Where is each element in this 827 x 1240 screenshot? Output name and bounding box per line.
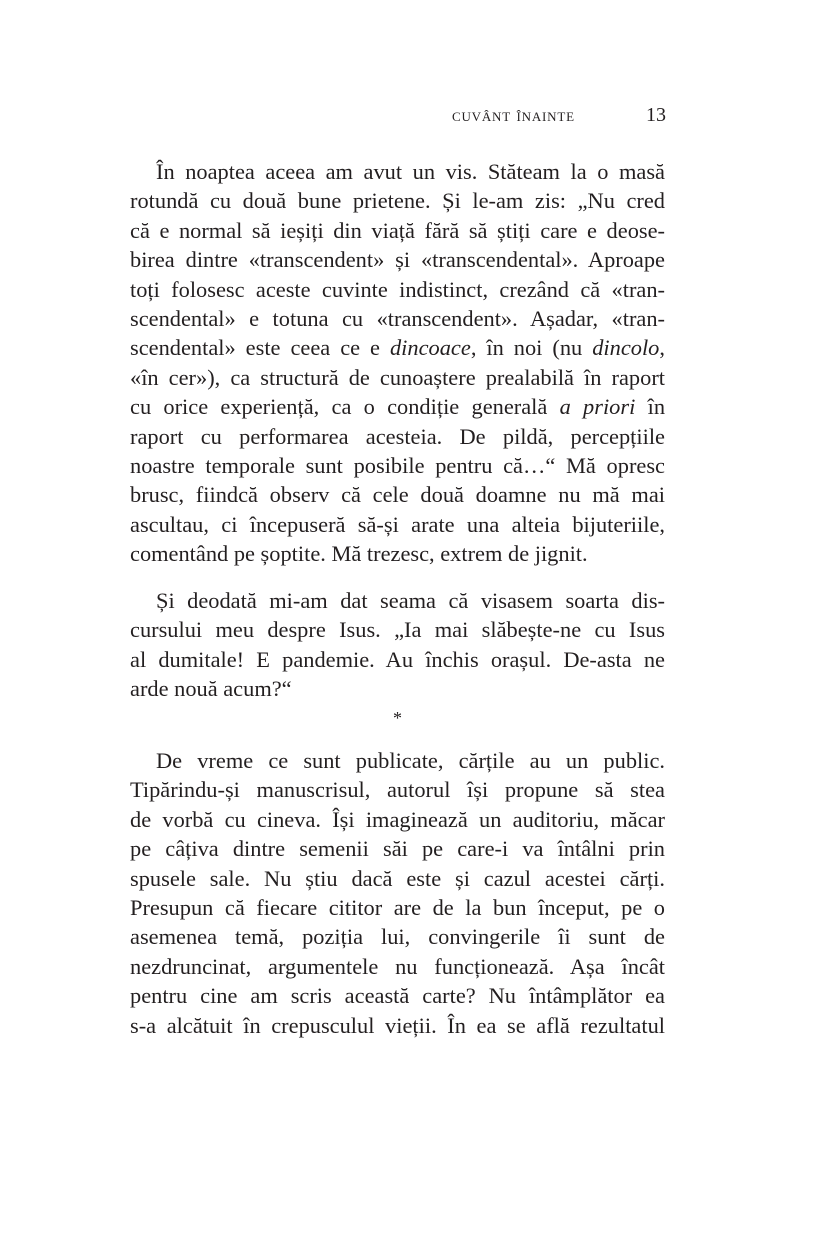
text-line: de vorbă cu cineva. Își imaginează un auditoriu, măcar <box>130 806 665 832</box>
text-line: spusele sale. Nu știu dacă este și cazul acestei cărți. <box>130 865 665 891</box>
text-line: noastre temporale sunt posibile pentru că…“ Mă opresc <box>130 452 665 478</box>
running-head <box>452 104 666 130</box>
text-line: birea dintre «transcendent» și «transcendental». Aproape <box>130 247 665 273</box>
text-run: în <box>635 394 666 420</box>
paragraph-audience <box>130 746 665 1040</box>
text-line: De vreme ce sunt publicate, cărțile au un public. <box>156 748 665 773</box>
text-line: s-a alcătuit în crepusculul vieții. În ea se află rezultatul <box>130 1012 665 1038</box>
text-line-with-italics <box>130 333 665 362</box>
paragraph-realization <box>130 586 665 704</box>
text-line: Și deodată mi-am dat seama că visasem soarta dis- <box>156 588 665 613</box>
text-line: Presupun că fiecare cititor are de la bun început, pe o <box>130 894 665 920</box>
text-line: toți folosesc aceste cuvinte indistinct, crezând că «tran- <box>130 276 665 302</box>
text-line: În noaptea aceea am avut un vis. Stăteam la o masă <box>156 159 665 184</box>
text-run: scendental» este ceea ce e <box>130 335 390 361</box>
text-run: , în noi (nu <box>470 335 593 361</box>
italic-term-dincolo: dincolo <box>592 335 660 361</box>
text-line: «în cer»), ca structură de cunoaștere prealabilă în raport <box>130 364 665 390</box>
text-line: pentru cine am scris această carte? Nu întâmplător ea <box>130 983 665 1009</box>
text-line: arde nouă acum?“ <box>130 676 292 702</box>
text-line: că e normal să ieșiți din viață fără să știți care e deose- <box>130 217 665 243</box>
text-line: scendental» e totuna cu «transcendent». Așadar, «tran- <box>130 305 665 331</box>
text-line: ascultau, ci începuseră să-și arate una alteia bijuteriile, <box>130 511 665 537</box>
text-line: al dumitale! E pandemie. Au închis orașul. De-asta ne <box>130 646 665 672</box>
italic-term-dincoace: dincoace <box>389 335 471 361</box>
italic-term-a-priori: a priori <box>559 394 636 420</box>
text-line: comentând pe șoptite. Mă trezesc, extrem de jignit. <box>130 541 588 567</box>
page-number: 13 <box>646 104 666 126</box>
text-line: pe câțiva dintre semenii săi pe care-i va întâlni prin <box>130 836 665 862</box>
text-run: cu orice experiență, ca o condiție generală <box>130 394 560 420</box>
text-line: asemenea temă, poziția lui, convingerile îi sunt de <box>130 924 665 950</box>
text-line: raport cu performarea acesteia. De pildă, percepțiile <box>130 423 665 449</box>
text-line: brusc, fiindcă observ că cele două doamne nu mă mai <box>130 482 665 508</box>
chapter-title: cuvânt înainte <box>452 105 575 126</box>
section-separator-asterisk: * <box>393 708 402 728</box>
text-line-with-italics <box>130 392 665 421</box>
text-line: Tipărindu-și manuscrisul, autorul își propune să stea <box>130 777 665 803</box>
text-line: cursului meu despre Isus. „Ia mai slăbește-ne cu Isus <box>130 617 665 643</box>
paragraph-dream <box>130 157 665 568</box>
text-line: rotundă cu două bune prietene. Și le-am zis: „Nu cred <box>130 188 665 214</box>
text-line: nezdruncinat, argumentele nu funcționează. Așa încât <box>130 953 665 979</box>
text-run: , <box>659 335 665 361</box>
